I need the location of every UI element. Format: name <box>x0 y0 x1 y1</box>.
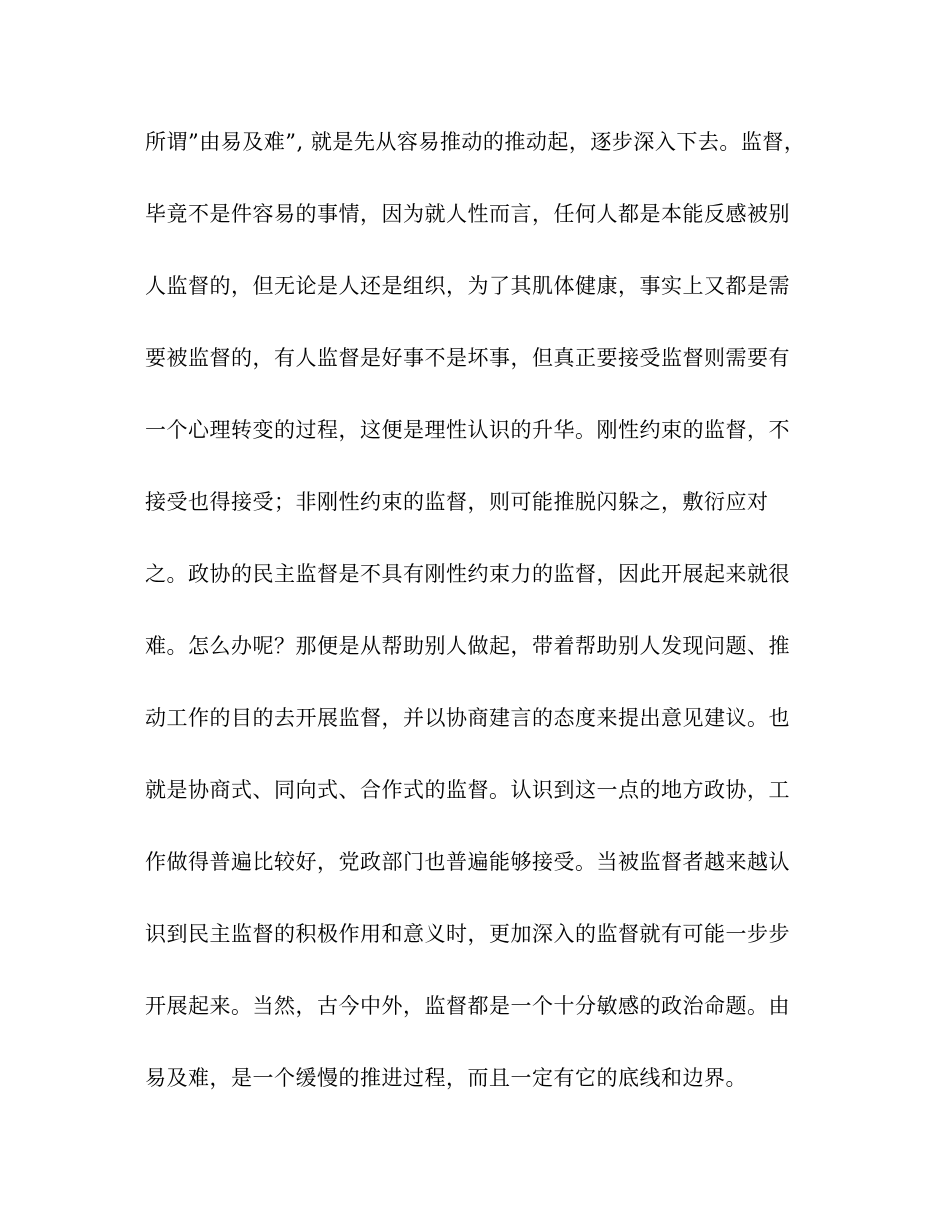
paragraph-line-5: 一个心理转变的过程，这便是理性认识的升华。刚性约束的监督，不 <box>145 418 790 442</box>
paragraph-line-14: 易及难，是一个缓慢的推进过程，而且一定有它的底线和边界。 <box>145 1066 747 1090</box>
paragraph-line-13: 开展起来。当然，古今中外，监督都是一个十分敏感的政治命题。由 <box>145 994 790 1018</box>
paragraph-line-6: 接受也得接受；非刚性约束的监督，则可能推脱闪躲之，敷衍应对 <box>145 490 769 514</box>
paragraph-line-7: 之。政协的民主监督是不具有刚性约束力的监督，因此开展起来就很 <box>145 562 790 586</box>
paragraph-line-11: 作做得普遍比较好，党政部门也普遍能够接受。当被监督者越来越认 <box>145 850 790 874</box>
paragraph-line-12: 识到民主监督的积极作用和意义时，更加深入的监督就有可能一步步 <box>145 922 790 946</box>
paragraph-line-2: 毕竟不是件容易的事情，因为就人性而言，任何人都是本能反感被别 <box>145 202 790 226</box>
paragraph-line-10: 就是协商式、同向式、合作式的监督。认识到这一点的地方政协，工 <box>145 778 790 802</box>
body-paragraph <box>145 124 805 1132</box>
paragraph-line-8: 难。怎么办呢？那便是从帮助别人做起，带着帮助别人发现问题、推 <box>145 634 790 658</box>
paragraph-line-3: 人监督的，但无论是人还是组织，为了其肌体健康，事实上又都是需 <box>145 274 790 298</box>
paragraph-line-4: 要被监督的，有人监督是好事不是坏事，但真正要接受监督则需要有 <box>145 346 790 370</box>
paragraph-line-9: 动工作的目的去开展监督，并以协商建言的态度来提出意见建议。也 <box>145 706 790 730</box>
paragraph-line-1: 所谓”由易及难”, 就是先从容易推动的推动起，逐步深入下去。监督， <box>145 130 806 154</box>
